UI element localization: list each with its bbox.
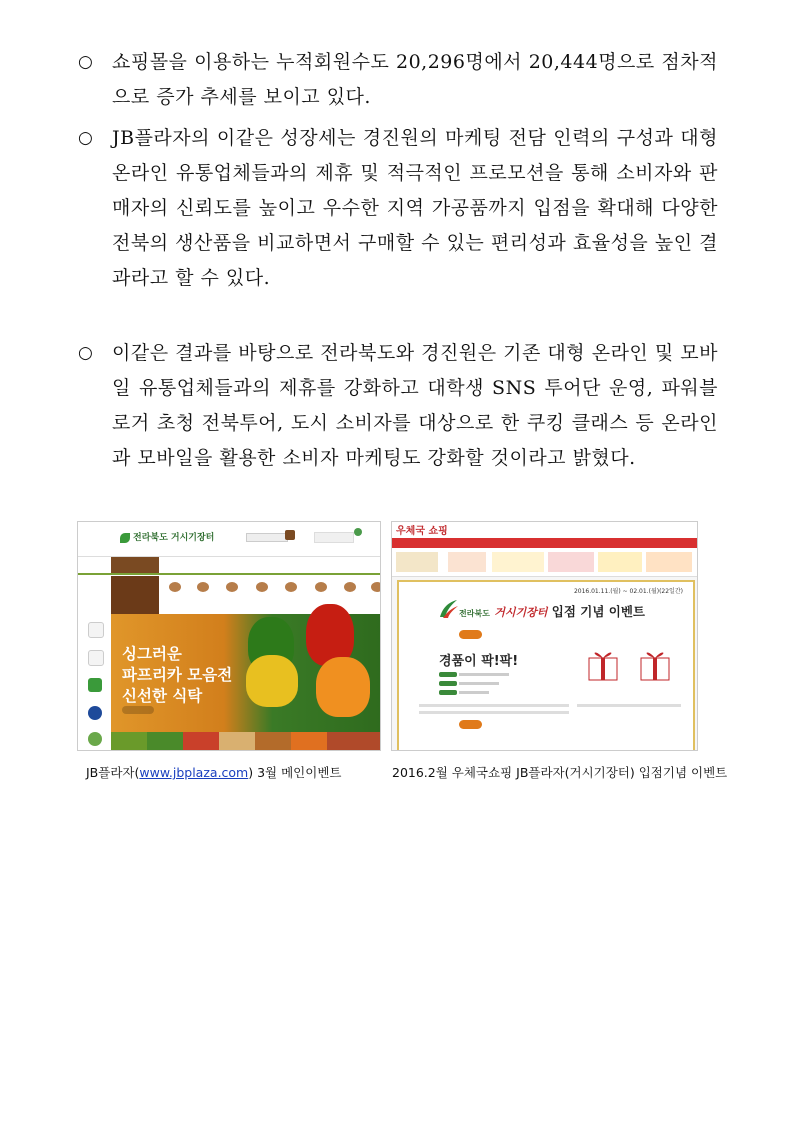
jbplaza-link[interactable]: www.jbplaza.com <box>139 765 249 780</box>
figure-jbplaza-main-event <box>77 521 381 751</box>
bullet-circle: ○ <box>78 52 93 72</box>
event-date: 2016.01.11.(월) ~ 02.01.(월)(22일간) <box>573 588 683 595</box>
jeonbuk-emblem-icon <box>437 598 459 620</box>
jbplaza-logo: 전라북도 거시기장터 <box>120 530 214 543</box>
caption-right: 2016.2월 우체국쇼핑 JB플라자(거시기장터) 입점기념 이벤트 <box>392 765 728 780</box>
banner-headline: 싱그러운 파프리카 모음전 신선한 식탁 <box>122 645 233 705</box>
paragraph-3 <box>78 336 718 476</box>
gift-box-icon <box>635 644 675 684</box>
event-headline-gifts: 경품이 팍!팍! <box>439 654 519 669</box>
gift-box-icon <box>583 644 623 684</box>
caption-left: JB플라자(www.jbplaza.com) 3월 메인이벤트 <box>86 765 342 780</box>
epost-brand: 우체국 쇼핑 <box>396 526 448 537</box>
banner-subtitle <box>122 706 154 714</box>
paragraph-text: 쇼핑몰을 이용하는 누적회원수도 20,296명에서 20,444명으로 점차적으로 증가 추세를 보이고 있다. <box>112 51 718 108</box>
event-title: 전라북도 거시기장터 입점 기념 이벤트 <box>459 604 646 619</box>
bullet-circle: ○ <box>78 343 93 363</box>
paragraph-text: 이같은 결과를 바탕으로 전라북도와 경진원은 기존 대형 온라인 및 모바일 유통업체들과의 제휴를 강화하고 대학생 SNS 투어단 운영, 파워블로거 초청 전북투어, 도시 소비자를 대상으로 한 쿠킹 클래스 등 온라인과 모바일을 활용한 소비자 마케팅도 강화할 것이라고 밝혔다. <box>112 342 718 469</box>
bullet-circle: ○ <box>78 128 93 148</box>
paragraph-2 <box>78 121 718 296</box>
paragraph-text: JB플라자의 이같은 성장세는 경진원의 마케팅 전담 인력의 구성과 대형 온라인 유통업체들과의 제휴 및 적극적인 프로모션을 통해 소비자와 판매자의 신뢰도를 높이고 우수한 지역 가공품까지 입점을 확대해 다양한 전북의 생산품을 비교하면서 구매할 수 있는 편리성과 효율성을 높인 결과라고 할 수 있다. <box>112 127 718 289</box>
paragraph-1 <box>78 45 718 115</box>
figure-epost-opening-event <box>391 521 698 751</box>
event-card <box>397 580 695 751</box>
